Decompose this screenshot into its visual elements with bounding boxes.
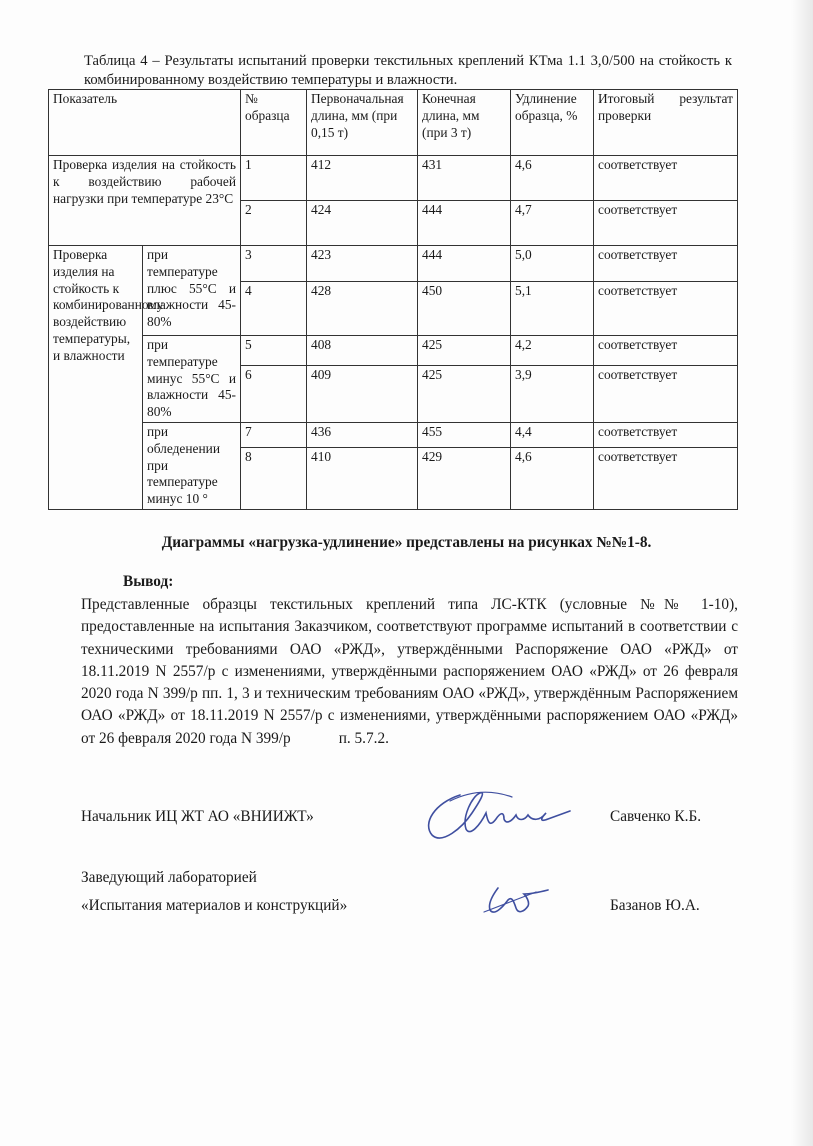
cell-initial: 428 <box>307 282 418 336</box>
cell-initial: 408 <box>307 336 418 366</box>
cell-initial: 423 <box>307 246 418 282</box>
diagrams-note: Диаграммы «нагрузка-удлинение» представлены на рисунках №№1-8. <box>161 534 652 551</box>
cell-result: соответствует <box>594 422 738 447</box>
conclusion-clause: п. 5.7.2. <box>338 729 389 747</box>
table-caption: Таблица 4 – Результаты испытаний проверки текстильных креплений КТма 1.1 3,0/500 на стойкость к комбинированному воздействию температуры и влажности. <box>84 53 732 88</box>
cell-initial: 436 <box>307 422 418 447</box>
lab-title-line1: Заведующий лабораторией <box>81 869 257 886</box>
cell-initial: 409 <box>307 366 418 423</box>
cell-result: соответствует <box>594 201 738 246</box>
cell-elongation: 5,1 <box>511 282 594 336</box>
cell-sample-no: 8 <box>241 447 307 509</box>
cell-final: 429 <box>418 447 511 509</box>
cell-result: соответствует <box>594 366 738 423</box>
cell-sample-no: 6 <box>241 366 307 423</box>
header-sample-no: № образца <box>241 90 307 156</box>
cell-sample-no: 2 <box>241 201 307 246</box>
table-row <box>49 422 738 447</box>
cell-sample-no: 3 <box>241 246 307 282</box>
table-row <box>49 246 738 282</box>
cell-sample-no: 7 <box>241 422 307 447</box>
header-initial-length: Первоначальная длина, мм (при 0,15 т) <box>307 90 418 156</box>
cell-elongation: 4,6 <box>511 156 594 201</box>
cell-elongation: 5,0 <box>511 246 594 282</box>
subgroup-icing: при обледенении при температуре минус 10 ° <box>143 422 241 509</box>
subgroup-plus-55: при температуре плюс 55°С и влажности 45-80% <box>143 246 241 336</box>
cell-final: 444 <box>418 201 511 246</box>
cell-result: соответствует <box>594 447 738 509</box>
table-row <box>49 156 738 201</box>
head-title: Начальник ИЦ ЖТ АО «ВНИИЖТ» <box>81 808 314 825</box>
cell-result: соответствует <box>594 246 738 282</box>
conclusion-text: Представленные образцы текстильных креплений типа ЛС-КТК (условные №№ 1-10), предоставленные на испытания Заказчиком, соответствуют программе испытаний в соответствии с техническими требованиями ОАО «РЖД», утверждёнными Распоряжение ОАО «РЖД» от 18.11.2019 N 2557/р с изменениями, утверждёнными распоряжением ОАО «РЖД» от 26 февраля 2020 года N 399/р пп. 1, 3 и техническим требованиям ОАО «РЖД», утверждённым Распоряжением ОАО «РЖД» от 18.11.2019 N 2557/р с изменениями, утверждёнными распоряжением ОАО «РЖД» от 26 февраля 2020 года N 399/р <box>81 596 738 747</box>
header-indicator: Показатель <box>49 90 241 156</box>
cell-final: 425 <box>418 336 511 366</box>
cell-final: 444 <box>418 246 511 282</box>
group-combined-effect: Проверка изделия на стойкость к комбинированному воздействию температуры, и влажности <box>49 246 143 510</box>
subgroup-minus-55: при температуре минус 55°С и влажности 45-80% <box>143 336 241 423</box>
page-edge-shadow <box>791 0 813 1146</box>
cell-result: соответствует <box>594 282 738 336</box>
cell-sample-no: 1 <box>241 156 307 201</box>
cell-final: 455 <box>418 422 511 447</box>
cell-initial: 424 <box>307 201 418 246</box>
cell-elongation: 4,7 <box>511 201 594 246</box>
cell-result: соответствует <box>594 336 738 366</box>
cell-sample-no: 5 <box>241 336 307 366</box>
cell-elongation: 4,2 <box>511 336 594 366</box>
cell-final: 450 <box>418 282 511 336</box>
cell-elongation: 3,9 <box>511 366 594 423</box>
cell-elongation: 4,6 <box>511 447 594 509</box>
cell-elongation: 4,4 <box>511 422 594 447</box>
head-name: Савченко К.Б. <box>610 808 702 825</box>
table-row <box>49 336 738 366</box>
cell-final: 431 <box>418 156 511 201</box>
lab-signature <box>480 882 590 922</box>
cell-sample-no: 4 <box>241 282 307 336</box>
header-final-length: Конечная длина, мм (при 3 т) <box>418 90 511 156</box>
cell-initial: 412 <box>307 156 418 201</box>
group-working-load: Проверка изделия на стойкость к воздействию рабочей нагрузки при температуре 23°С <box>49 156 241 246</box>
conclusion-paragraph <box>81 594 738 750</box>
lab-title-line2: «Испытания материалов и конструкций» <box>81 897 348 914</box>
header-elongation: Удлинение образца, % <box>511 90 594 156</box>
lab-name: Базанов Ю.А. <box>610 897 700 914</box>
results-table <box>48 89 738 510</box>
head-signature <box>420 783 575 845</box>
table-header-row <box>49 90 738 156</box>
cell-initial: 410 <box>307 447 418 509</box>
cell-final: 425 <box>418 366 511 423</box>
conclusion-heading: Вывод: <box>123 573 174 590</box>
cell-result: соответствует <box>594 156 738 201</box>
header-result: Итоговый результат проверки <box>594 90 738 156</box>
